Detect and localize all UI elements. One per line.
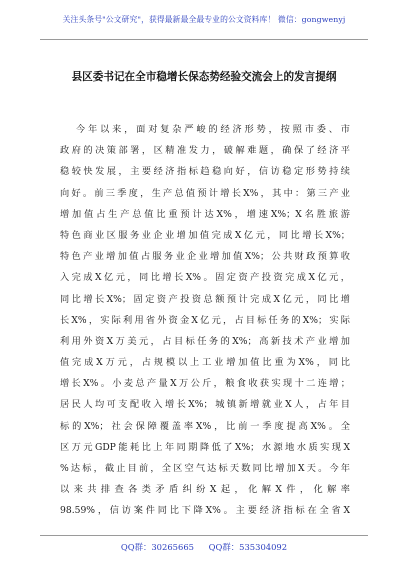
body-line: 入完成X亿元，同比增长X%。固定资产投资完成X亿元， [60, 272, 350, 284]
body-line: 特色产业增加值占服务业企业增加值X%；公共财政预算收 [60, 251, 350, 263]
footer-qq-group-1: QQ群：30265665 [120, 542, 194, 552]
footer-qq-group-2: QQ群：535304092 [208, 542, 288, 552]
body-line: 长X%，实际利用省外资金X亿元，占目标任务的X%；实际 [60, 314, 350, 326]
body-line: 政府的决策部署，区精准发力，破解难题，确保了经济平 [60, 145, 350, 157]
footer-divider [40, 535, 368, 536]
document-body [60, 119, 350, 522]
body-line: 以来共排查各类矛盾纠纷X起，化解X件，化解率 [60, 484, 350, 496]
document-title: 县区委书记在全市稳增长保态势经验交流会上的发言提纲 [71, 71, 337, 83]
body-line: 增长X%。小麦总产量X万公斤，粮食收获实现十二连增； [60, 378, 350, 390]
footer-contacts [0, 541, 408, 553]
body-line: %达标，截止目前，全区空气达标天数同比增加X天。今年 [60, 463, 350, 474]
header-notice: 关注头条号"公文研究"，获得最新最全最专业的公文资料库！ 微信：gongwenyj [62, 15, 346, 24]
body-line: 利用外资X万美元，占目标任务的X%；高新技术产业增加 [60, 335, 350, 347]
body-line: 同比增长X%；固定资产投资总额预计完成X亿元，同比增 [60, 293, 350, 305]
body-line: 居民人均可支配收入增长X%；城镇新增就业X人，占年目 [60, 399, 350, 411]
header-divider [40, 39, 368, 40]
body-line: 98.59%，信访案件同比下降X%。主要经济指标在全省X [60, 505, 350, 517]
body-line: 特色商业区服务业企业增加值完成X亿元，同比增长X%； [60, 229, 350, 241]
body-line: 稳较快发展，主要经济指标趋稳向好，信访稳定形势持续 [60, 166, 350, 178]
body-line: 区万元GDP能耗比上年同期降低了X%；水源地水质实现X [60, 441, 350, 453]
body-line: 增加值占生产总值比重预计达X%，增速X%；X名胜旅游 [60, 208, 350, 220]
body-line: 值完成X万元，占规模以上工业增加值比重为X%，同比 [60, 357, 350, 369]
body-line: 今年以来，面对复杂严峻的经济形势，按照市委、市 [76, 124, 350, 135]
body-line: 标的X%；社会保障覆盖率X%，比前一季度提高X%。全 [60, 420, 350, 432]
body-line: 向好。前三季度，生产总值预计增长X%，其中：第三产业 [60, 187, 350, 199]
